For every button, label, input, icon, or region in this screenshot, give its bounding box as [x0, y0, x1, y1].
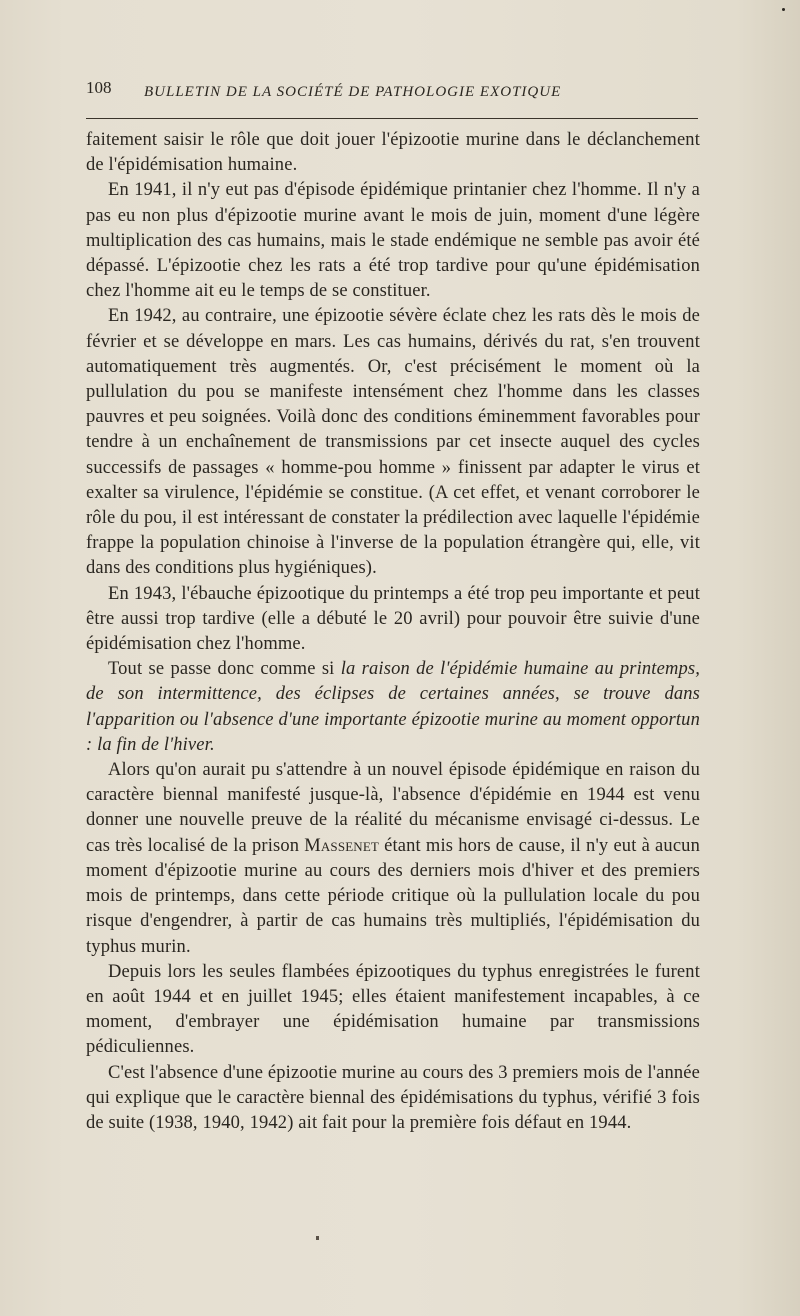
paragraph-2: En 1941, il n'y eut pas d'épisode épidémique printanier chez l'homme. Il n'y a pas eu non plus d'épizootie murine avant le mois de juin, moment d'une légère multiplication des cas humains, mais le stade endémique ne semble pas avoir été dépassé. L'épizootie chez les rats a été trop tardive pour qu'une épidémisation chez l'homme ait eu le temps de se constituer.	[86, 180, 700, 302]
paragraph-7: Depuis lors les seules flambées épizootiques du typhus enregistrées le furent en août 1944 et en juillet 1945; elles étaient manifestement incapables, à ce moment, d'embrayer une épidémisation humaine par transmissions pédiculiennes.	[86, 961, 700, 1058]
paragraph-8: C'est l'absence d'une épizootie murine au cours des 3 premiers mois de l'année qui explique que le caractère biennal des épidémisations du typhus, vérifié 3 fois de suite (1938, 1940, 1942) ait fait pour la première fois défaut en 1944.	[86, 1062, 700, 1133]
paragraph-5-lead: Tout se passe donc comme si	[108, 659, 341, 680]
body-text	[86, 128, 700, 1136]
page-header	[86, 78, 698, 108]
prison-name: Massenet	[304, 835, 380, 856]
page-number: 108	[86, 78, 112, 97]
paragraph-5	[86, 657, 700, 758]
paragraph-6-part-b: étant mis hors de cause, il n'y eut à aucun moment d'épizootie murine au cours des derniers mois d'hiver et des premiers mois de printemps, dans cette période critique où la pullulation locale du pou risque d'engendrer, à partir de cas humains très multipliés, l'épidémisation du typhus murin.	[86, 835, 700, 957]
header-rule	[86, 118, 698, 119]
paragraph-3: En 1942, au contraire, une épizootie sévère éclate chez les rats dès le mois de février et se développe en mars. Les cas humains, dérivés du rat, s'en trouvent automatiquement très augmentés. Or, c'est précisément le moment où la pullulation du pou se manifeste intensément chez l'homme dans les classes pauvres et peu soignées. Voilà donc des conditions éminemment favorables pour tendre à un enchaînement de transmissions par cet insecte auquel des cycles successifs de passages « homme-pou homme » finissent par adapter le virus et exalter sa virulence, l'épidémie se constitue. (A cet effet, et venant corroborer le rôle du pou, il est intéressant de constater la prédilection avec laquelle l'épidémie frappe la population chinoise à l'inverse de la population étrangère qui, elle, vit dans des conditions plus hygiéniques).	[86, 306, 700, 579]
paragraph-5-italic: la raison de l'épidémie humaine au printemps, de son intermittence, des éclipses de certaines années, se trouve dans l'apparition ou l'absence d'une importante épizootie murine au moment opportun : la fin de l'hiver.	[86, 659, 700, 755]
ink-mark	[316, 1236, 319, 1240]
paragraph-4: En 1943, l'ébauche épizootique du printemps a été trop peu importante et peut être aussi trop tardive (elle a débuté le 20 avril) pour pouvoir être suivie d'une épidémisation chez l'homme.	[86, 583, 700, 655]
running-title: BULLETIN DE LA SOCIÉTÉ DE PATHOLOGIE EXOTIQUE	[144, 84, 562, 100]
paragraph-6-part-a: Alors qu'on aurait pu s'attendre à un nouvel épisode épidémique en raison du caractère biennal manifesté jusque-là, l'absence d'épidémie en 1944 est venu donner une nouvelle preuve de la réalité du mécanisme envisagé ci-dessus. Le cas très localisé de la prison	[86, 760, 700, 856]
paragraph-1: faitement saisir le rôle que doit jouer l'épizootie murine dans le déclanchement de l'épidémisation humaine.	[86, 130, 700, 176]
corner-dot	[782, 8, 785, 11]
paragraph-6	[86, 758, 700, 960]
